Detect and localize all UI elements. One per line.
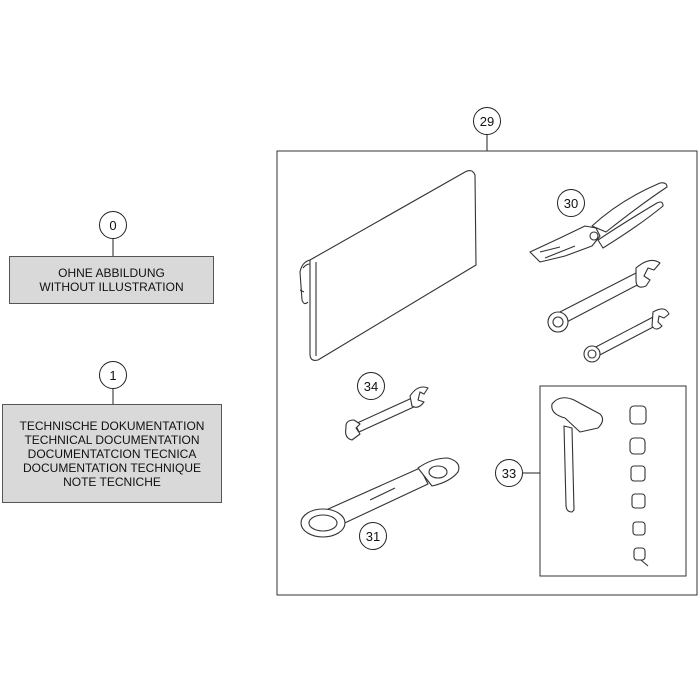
without-illustration-note	[9, 256, 214, 304]
note1-line-0: TECHNISCHE DOKUMENTATION	[19, 418, 205, 433]
callout-0: 0	[99, 211, 127, 239]
note1-line-2: DOCUMENTATCION TECNICA	[27, 446, 197, 461]
note1-line-4: NOTE TECNICHE	[63, 474, 161, 489]
callout-29: 29	[473, 107, 501, 135]
note1-line-1: TECHNICAL DOCUMENTATION	[24, 432, 200, 447]
callout-1: 1	[99, 361, 127, 389]
callout-33: 33	[495, 459, 523, 487]
note0-line-1: WITHOUT ILLUSTRATION	[39, 280, 184, 294]
technical-documentation-note	[2, 404, 222, 503]
callout-30: 30	[557, 189, 585, 217]
note1-line-3: DOCUMENTATION TECHNIQUE	[22, 460, 201, 475]
callout-34: 34	[357, 372, 385, 400]
note0-line-0: OHNE ABBILDUNG	[58, 266, 165, 280]
callout-31: 31	[359, 522, 387, 550]
